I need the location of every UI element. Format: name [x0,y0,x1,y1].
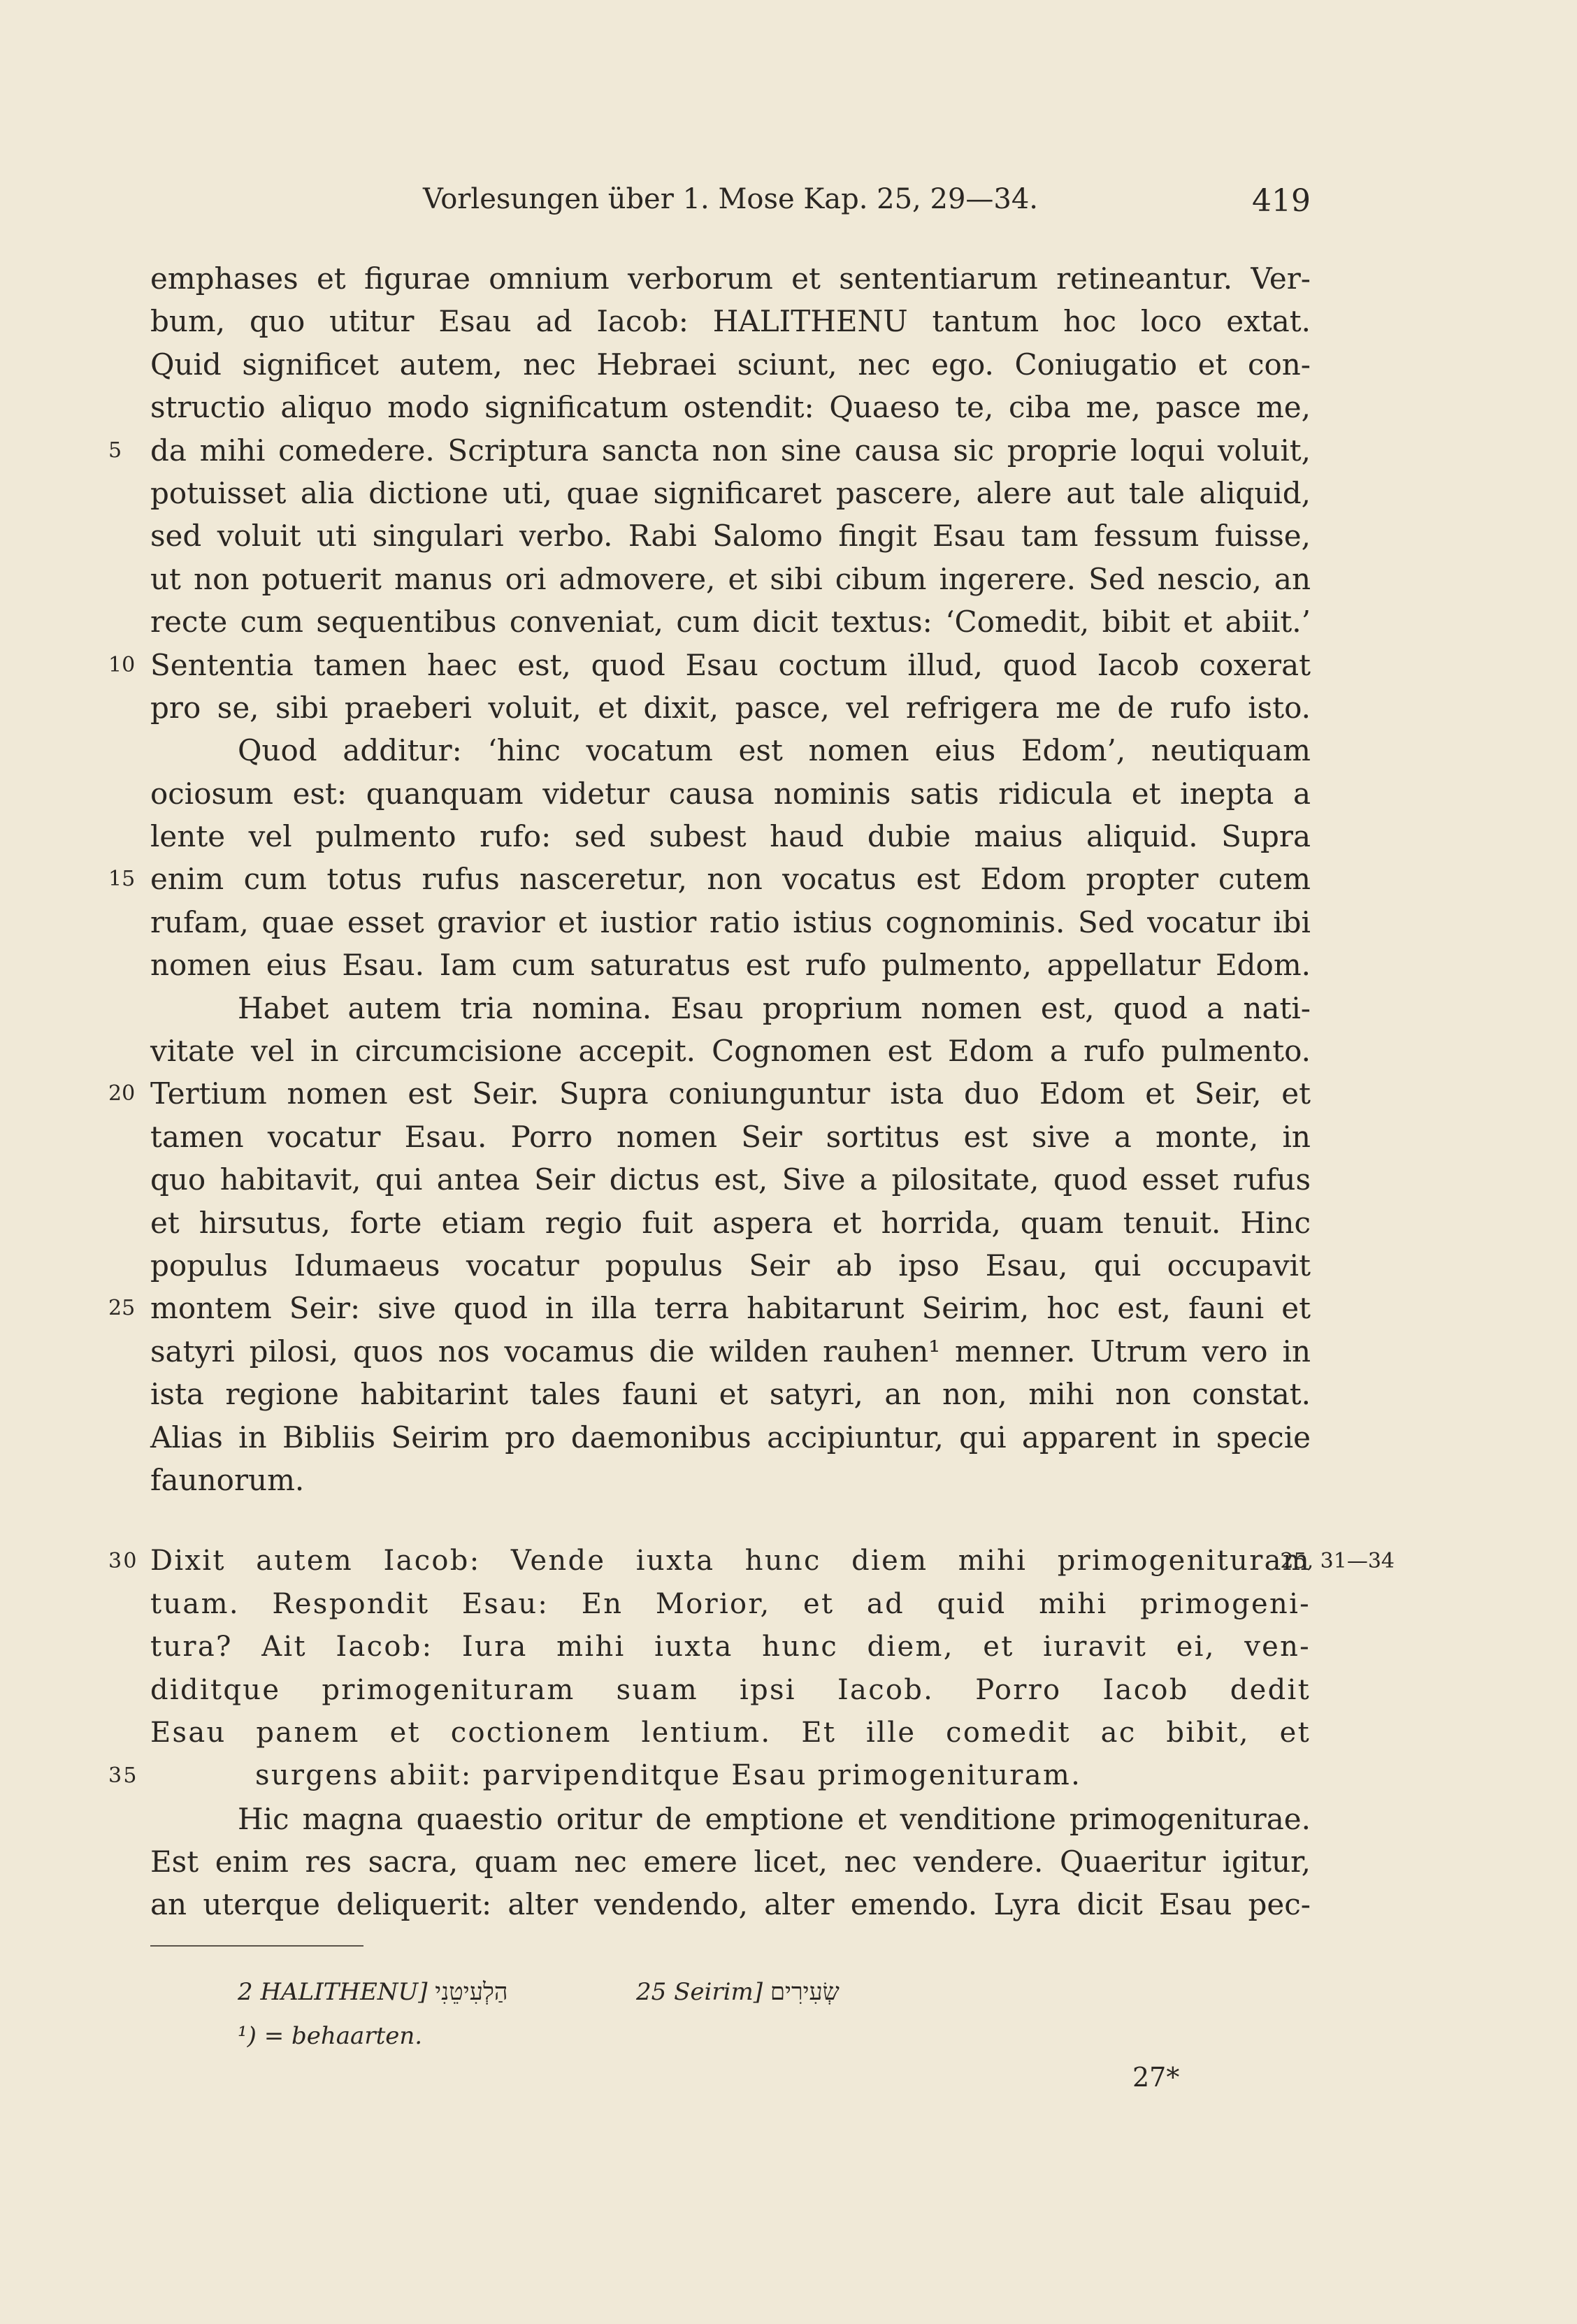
line-text: surgens abiit: parvipenditque Esau primogenituram. [255,1759,1082,1792]
text-line [108,1072,1311,1115]
line-text: populus Idumaeus vocatur populus Seir ab ipso Esau, qui occupavit [150,1248,1311,1283]
line-text: et hirsutus, forte etiam regio fuit aspera et horrida, quam tenuit. Hinc [150,1205,1311,1240]
line-text: faunorum. [150,1462,305,1497]
running-head [150,183,1311,225]
line-text: Quod additur: ‘hinc vocatum est nomen eius Edom’, neutiquam [238,733,1311,768]
text-line [150,686,1311,729]
text-line [150,257,1311,300]
line-text: ista regione habitarint tales fauni et satyri, an non, mihi non constat. [150,1377,1311,1412]
apparatus-hebrew-2: שְׂעִירִים [770,1978,840,2006]
signature-mark: 27* [1132,2062,1180,2093]
line-text: enim cum totus rufus nasceretur, non vocatus est Edom propter cutem [150,862,1311,897]
text-line [150,558,1311,600]
footnote-1: ¹) = behaarten. [238,2022,423,2050]
line-text: sed voluit uti singulari verbo. Rabi Salomo fingit Esau tam fessum fuisse, [150,519,1311,554]
text-line [150,1883,1311,1926]
line-number: 35 [108,1763,138,1789]
running-head-title: Vorlesungen über 1. Mose Kap. 25, 29—34. [423,183,1038,215]
line-number: 20 [108,1081,136,1106]
text-line [150,1116,1311,1158]
line-text: rufam, quae esset gravior et iustior ratio istius cognominis. Sed vocatur ibi [150,904,1311,939]
text-line [150,300,1311,342]
line-text: Esau panem et coctionem lentium. Et ille comedit ac bibit, et [150,1716,1311,1749]
text-line [150,343,1311,386]
text-line [150,815,1311,858]
apparatus-ref-2: 25 Seirim] [636,1978,763,2006]
text-line [108,429,1311,472]
line-text: Tertium nomen est Seir. Supra coniunguntur ista duo Edom et Seir, et [150,1076,1311,1111]
text-line [150,772,1311,815]
line-text: pro se, sibi praeberi voluit, et dixit, pasce, vel refrigera me de rufo isto. [150,690,1311,725]
line-text: Alias in Bibliis Seirim pro daemonibus accipiuntur, qui apparent in specie [150,1420,1311,1455]
line-text: lente vel pulmento rufo: sed subest haud dubie maius aliquid. Supra [150,819,1311,854]
line-text: montem Seir: sive quod in illa terra habitarunt Seirim, hoc est, fauni et [150,1291,1311,1326]
line-number: 15 [108,867,136,892]
text-line [150,1330,1311,1373]
line-text: quo habitavit, qui antea Seir dictus est, Sive a pilositate, quod esset rufus [150,1162,1311,1197]
apparatus-note-1 [238,1978,507,2006]
text-line [108,1754,1311,1797]
text-line [150,1459,1311,1501]
text-line [108,858,1311,900]
line-text: ociosum est: quanquam videtur causa nominis satis ridicula et inepta a [150,776,1311,811]
footnote-rule [150,1945,363,1947]
apparatus-ref-1: 2 HALITHENU] [238,1978,428,2006]
text-line [150,1244,1311,1287]
commentary-continuation [150,1798,1311,1926]
line-number: 30 [108,1549,138,1574]
line-text: tamen vocatur Esau. Porro nomen Seir sortitus est sive a monte, in [150,1119,1311,1154]
line-text: bum, quo utitur Esau ad Iacob: HALITHENU tantum hoc loco extat. [150,304,1311,339]
text-line [150,901,1311,944]
body-paragraphs [108,257,1311,1501]
text-line [150,1712,1311,1754]
text-line [150,729,1311,772]
line-text: diditque primogenituram suam ipsi Iacob. Porro Iacob dedit [150,1673,1311,1706]
apparatus-hebrew-1: הַלְעִיטֵנִי [435,1978,508,2006]
text-line [150,987,1311,1030]
text-line [150,386,1311,428]
line-number: 10 [108,652,136,677]
line-text: Sententia tamen haec est, quod Esau coctum illud, quod Iacob coxerat [150,647,1311,682]
main-text [108,257,1395,1926]
line-text: potuisset alia dictione uti, quae significaret pascere, alere aut tale aliquid, [150,475,1311,510]
line-text: Hic magna quaestio oritur de emptione et venditione primogeniturae. [238,1801,1311,1836]
line-text: da mihi comedere. Scriptura sancta non sine causa sic proprie loqui voluit, [150,433,1311,468]
text-line [108,1540,1395,1582]
line-text: recte cum sequentibus conveniat, cum dicit textus: ‘Comedit, bibit et abiit.’ [150,605,1311,640]
text-line [150,1840,1311,1883]
scripture-quote [108,1540,1395,1797]
line-text: an uterque deliquerit: alter vendendo, alter emendo. Lyra dicit Esau pec- [150,1887,1311,1922]
text-line [150,1373,1311,1415]
line-text: satyri pilosi, quos nos vocamus die wilden rauhen¹ menner. Utrum vero in [150,1334,1311,1369]
text-line [150,1030,1311,1072]
text-line [150,1583,1311,1626]
text-line [150,1798,1311,1840]
line-number: 5 [108,438,122,463]
line-text: nomen eius Esau. Iam cum saturatus est rufo pulmento, appellatur Edom. [150,948,1311,983]
text-line [108,1287,1311,1329]
text-line [108,644,1311,686]
margin-reference: 25, 31—34 [1280,1549,1395,1574]
text-line [150,1416,1311,1459]
text-line [150,1626,1311,1668]
line-text: tura? Ait Iacob: Iura mihi iuxta hunc diem, et iuravit ei, ven- [150,1631,1311,1663]
text-line [150,1158,1311,1201]
line-text: ut non potuerit manus ori admovere, et sibi cibum ingerere. Sed nescio, an [150,561,1311,596]
line-text: emphases et figurae omnium verborum et sententiarum retineantur. Ver- [150,261,1311,296]
line-text: Est enim res sacra, quam nec emere licet, nec vendere. Quaeritur igitur, [150,1845,1311,1879]
text-line [150,472,1311,514]
line-text: vitate vel in circumcisione accepit. Cognomen est Edom a rufo pulmento. [150,1034,1311,1069]
line-text: Quid significet autem, nec Hebraei sciunt, nec ego. Coniugatio et con- [150,347,1311,382]
apparatus-note-2 [636,1978,840,2006]
line-text: structio aliquo modo significatum ostendit: Quaeso te, ciba me, pasce me, [150,390,1311,425]
text-line [150,944,1311,986]
text-line [150,600,1311,643]
text-line [150,1669,1311,1712]
line-text: tuam. Respondit Esau: En Morior, et ad quid mihi primogeni- [150,1587,1311,1620]
text-line [150,514,1311,557]
text-line [150,1201,1311,1244]
page-number: 419 [1252,183,1311,219]
line-text: Habet autem tria nomina. Esau proprium nomen est, quod a nati- [238,990,1311,1025]
line-number: 25 [108,1296,136,1321]
line-text: Dixit autem Iacob: Vende iuxta hunc diem mihi primogenituram [150,1545,1311,1578]
